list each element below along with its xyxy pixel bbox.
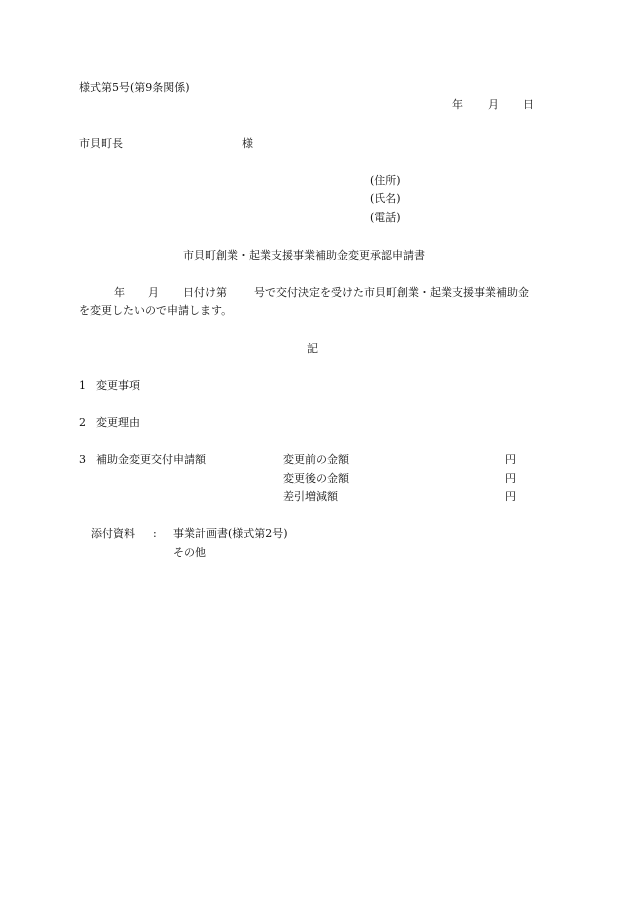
ki-heading: 記 — [307, 342, 318, 355]
applicant-address-label: (住所) — [370, 174, 401, 187]
body-month: 月 — [148, 286, 159, 299]
amount-after-label: 変更後の金額 — [283, 472, 349, 485]
item2-number: 2 — [79, 416, 86, 429]
item2-label: 変更理由 — [96, 416, 140, 429]
item3-label: 補助金変更交付申請額 — [96, 453, 206, 466]
attachment-business-plan: 事業計画書(様式第2号) — [173, 527, 288, 540]
amount-difference-label: 差引増減額 — [283, 490, 338, 503]
body-year: 年 — [114, 286, 125, 299]
attachments-label: 添付資料 — [91, 527, 135, 540]
date-day: 日 — [523, 98, 534, 111]
date-month: 月 — [488, 98, 499, 111]
applicant-name-label: (氏名) — [370, 192, 401, 205]
item1-number: 1 — [79, 379, 86, 392]
document-title: 市貝町創業・起業支援事業補助金変更承認申請書 — [183, 249, 425, 262]
date-year: 年 — [452, 98, 463, 111]
addressee-honorific: 様 — [242, 137, 253, 150]
amount-before-label: 変更前の金額 — [283, 453, 349, 466]
amount-difference-unit: 円 — [505, 490, 516, 503]
form-number: 様式第5号(第9条関係) — [79, 81, 190, 94]
amount-before-unit: 円 — [505, 453, 516, 466]
applicant-phone-label: (電話) — [370, 211, 401, 224]
body-day-number-prefix: 日付け第 — [183, 286, 227, 299]
body-line2: を変更したいので申請します。 — [79, 304, 233, 317]
item1-label: 変更事項 — [96, 379, 140, 392]
attachments-colon: : — [153, 527, 157, 540]
addressee-name: 市貝町長 — [79, 137, 123, 150]
amount-after-unit: 円 — [505, 472, 516, 485]
item3-number: 3 — [79, 453, 86, 466]
attachment-other: その他 — [173, 546, 206, 559]
body-line1-rest: 号で交付決定を受けた市貝町創業・起業支援事業補助金 — [254, 286, 529, 299]
